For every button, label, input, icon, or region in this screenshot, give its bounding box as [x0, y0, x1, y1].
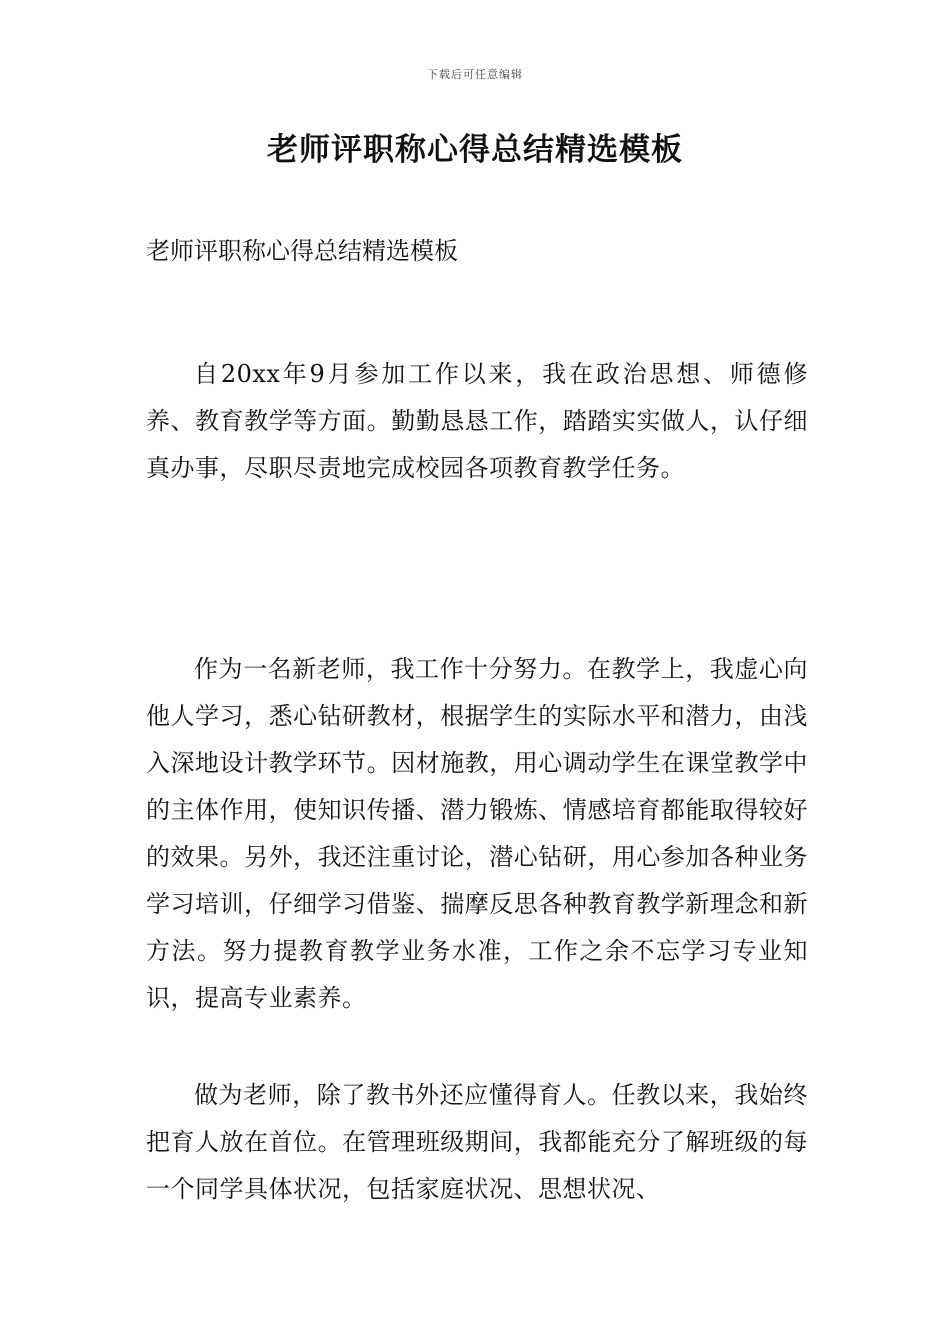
paragraph-3: 做为老师，除了教书外还应懂得育人。任教以来，我始终把育人放在首位。在管理班级期间，我都能充分了解班级的每一个同学具体状况，包括家庭状况、思想状况、: [146, 1081, 808, 1203]
document-title: 老师评职称心得总结精选模板: [267, 132, 683, 168]
document-subtitle: 老师评职称心得总结精选模板: [146, 237, 458, 265]
paragraph-2: 作为一名新老师，我工作十分努力。在教学上，我虚心向他人学习，悉心钻研教材，根据学生的实际水平和潜力，由浅入深地设计教学环节。因材施教，用心调动学生在课堂教学中的主体作用，使知识传播、潜力锻炼、情感培育都能取得较好的效果。另外，我还注重讨论，潜心钻研，用心参加各种业务学习培训，仔细学习借鉴、揣摩反思各种教育教学新理念和新方法。努力提教育教学业务水准，工作之余不忘学习专业知识，提高专业素养。: [146, 655, 808, 1012]
paragraph-1: 自20xx年9月参加工作以来，我在政治思想、师德修养、教育教学等方面。勤勤恳恳工作，踏踏实实做人，认仔细真办事，尽职尽责地完成校园各项教育教学任务。: [146, 360, 808, 482]
header-note: 下载后可任意编辑: [427, 68, 523, 81]
document-body: [146, 228, 808, 1213]
